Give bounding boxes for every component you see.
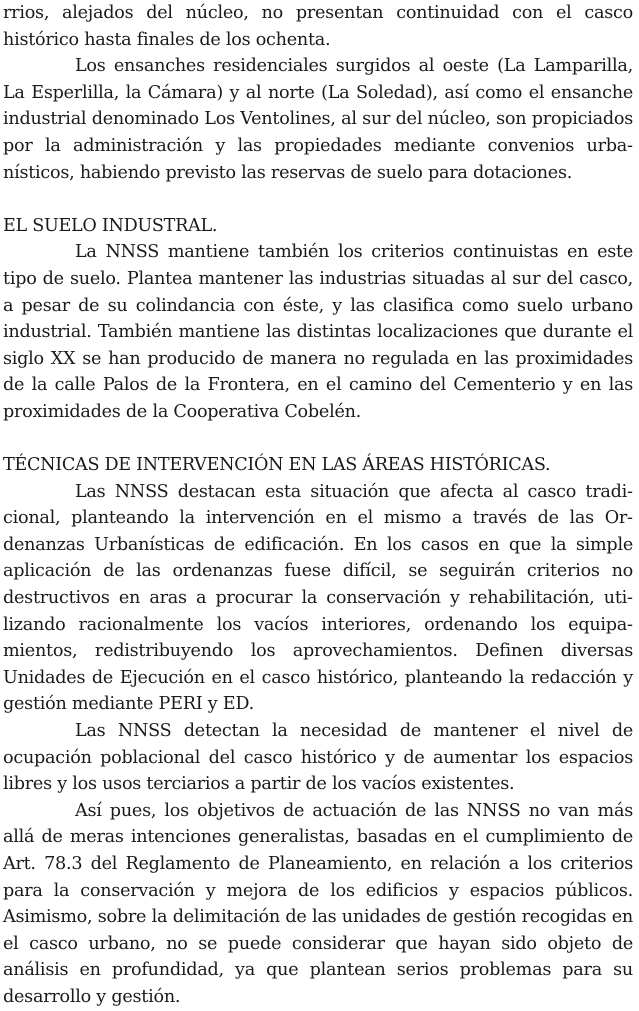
document-page	[3, 0, 633, 1011]
paragraph-tecnicas-1: Las NNSS destacan esta situación que afecta al casco tradicional, planteando la intervención en el mismo a través de las Ordenanzas Urbanísticas de edificación. En los casos en que la simple aplicación de las ordenanzas fuese difícil, se seguirán criterios no destructivos en aras a procurar la conservación y rehabilitación, utilizando racionalmente los vacíos interiores, ordenando los equipamientos, redistribuyendo los aprovechamientos. Definen diversas Unidades de Ejecución en el casco histórico, planteando la redacción y gestión mediante PERI y ED.	[3, 481, 633, 715]
paragraph-intro: rrios, alejados del núcleo, no presentan continuidad con el casco histórico hasta finales de los ochenta.	[3, 3, 633, 50]
section-spacer	[3, 426, 633, 453]
paragraph-suelo-industrial: La NNSS mantiene también los criterios continuistas en este tipo de suelo. Plantea mantener las industrias situadas al sur del casco, a pesar de su colindancia con éste, y las clasifica como suelo urbano industrial. También mantiene las distintas localizaciones que durante el siglo XX se han producido de manera no regulada en las proximidades de la calle Palos de la Frontera, en el camino del Cementerio y en las proximidades de la Cooperativa Cobelén.	[3, 242, 633, 422]
paragraph-ensanches: Los ensanches residenciales surgidos al oeste (La Lamparilla, La Esperlilla, la Cámara) y al norte (La Soledad), así como el ensanche industrial denominado Los Ventolines, al sur del núcleo, son propiciados por la administración y las propiedades mediante convenios urbanísticos, habiendo previsto las reservas de suelo para dotaciones.	[3, 56, 633, 183]
heading-tecnicas-intervencion: TÉCNICAS DE INTERVENCIÓN EN LAS ÁREAS HISTÓRICAS.	[3, 455, 551, 476]
paragraph-tecnicas-2: Las NNSS detectan la necesidad de mantener el nivel de ocupación poblacional del casco histórico y de aumentar los espacios libres y los usos terciarios a partir de los vacíos existentes.	[3, 721, 633, 795]
section-spacer	[3, 186, 633, 213]
paragraph-tecnicas-3: Así pues, los objetivos de actuación de las NNSS no van más allá de meras intenciones generalistas, basadas en el cumplimiento de Art. 78.3 del Reglamento de Planeamiento, en relación a los criterios para la conservación y mejora de los edificios y espacios públicos. Asimismo, sobre la delimitación de las unidades de gestión recogidas en el casco urbano, no se puede considerar que hayan sido objeto de análisis en profundidad, ya que plantean serios problemas para su desarrollo y gestión.	[3, 800, 633, 1007]
heading-suelo-industrial: EL SUELO INDUSTRAL.	[3, 215, 218, 236]
